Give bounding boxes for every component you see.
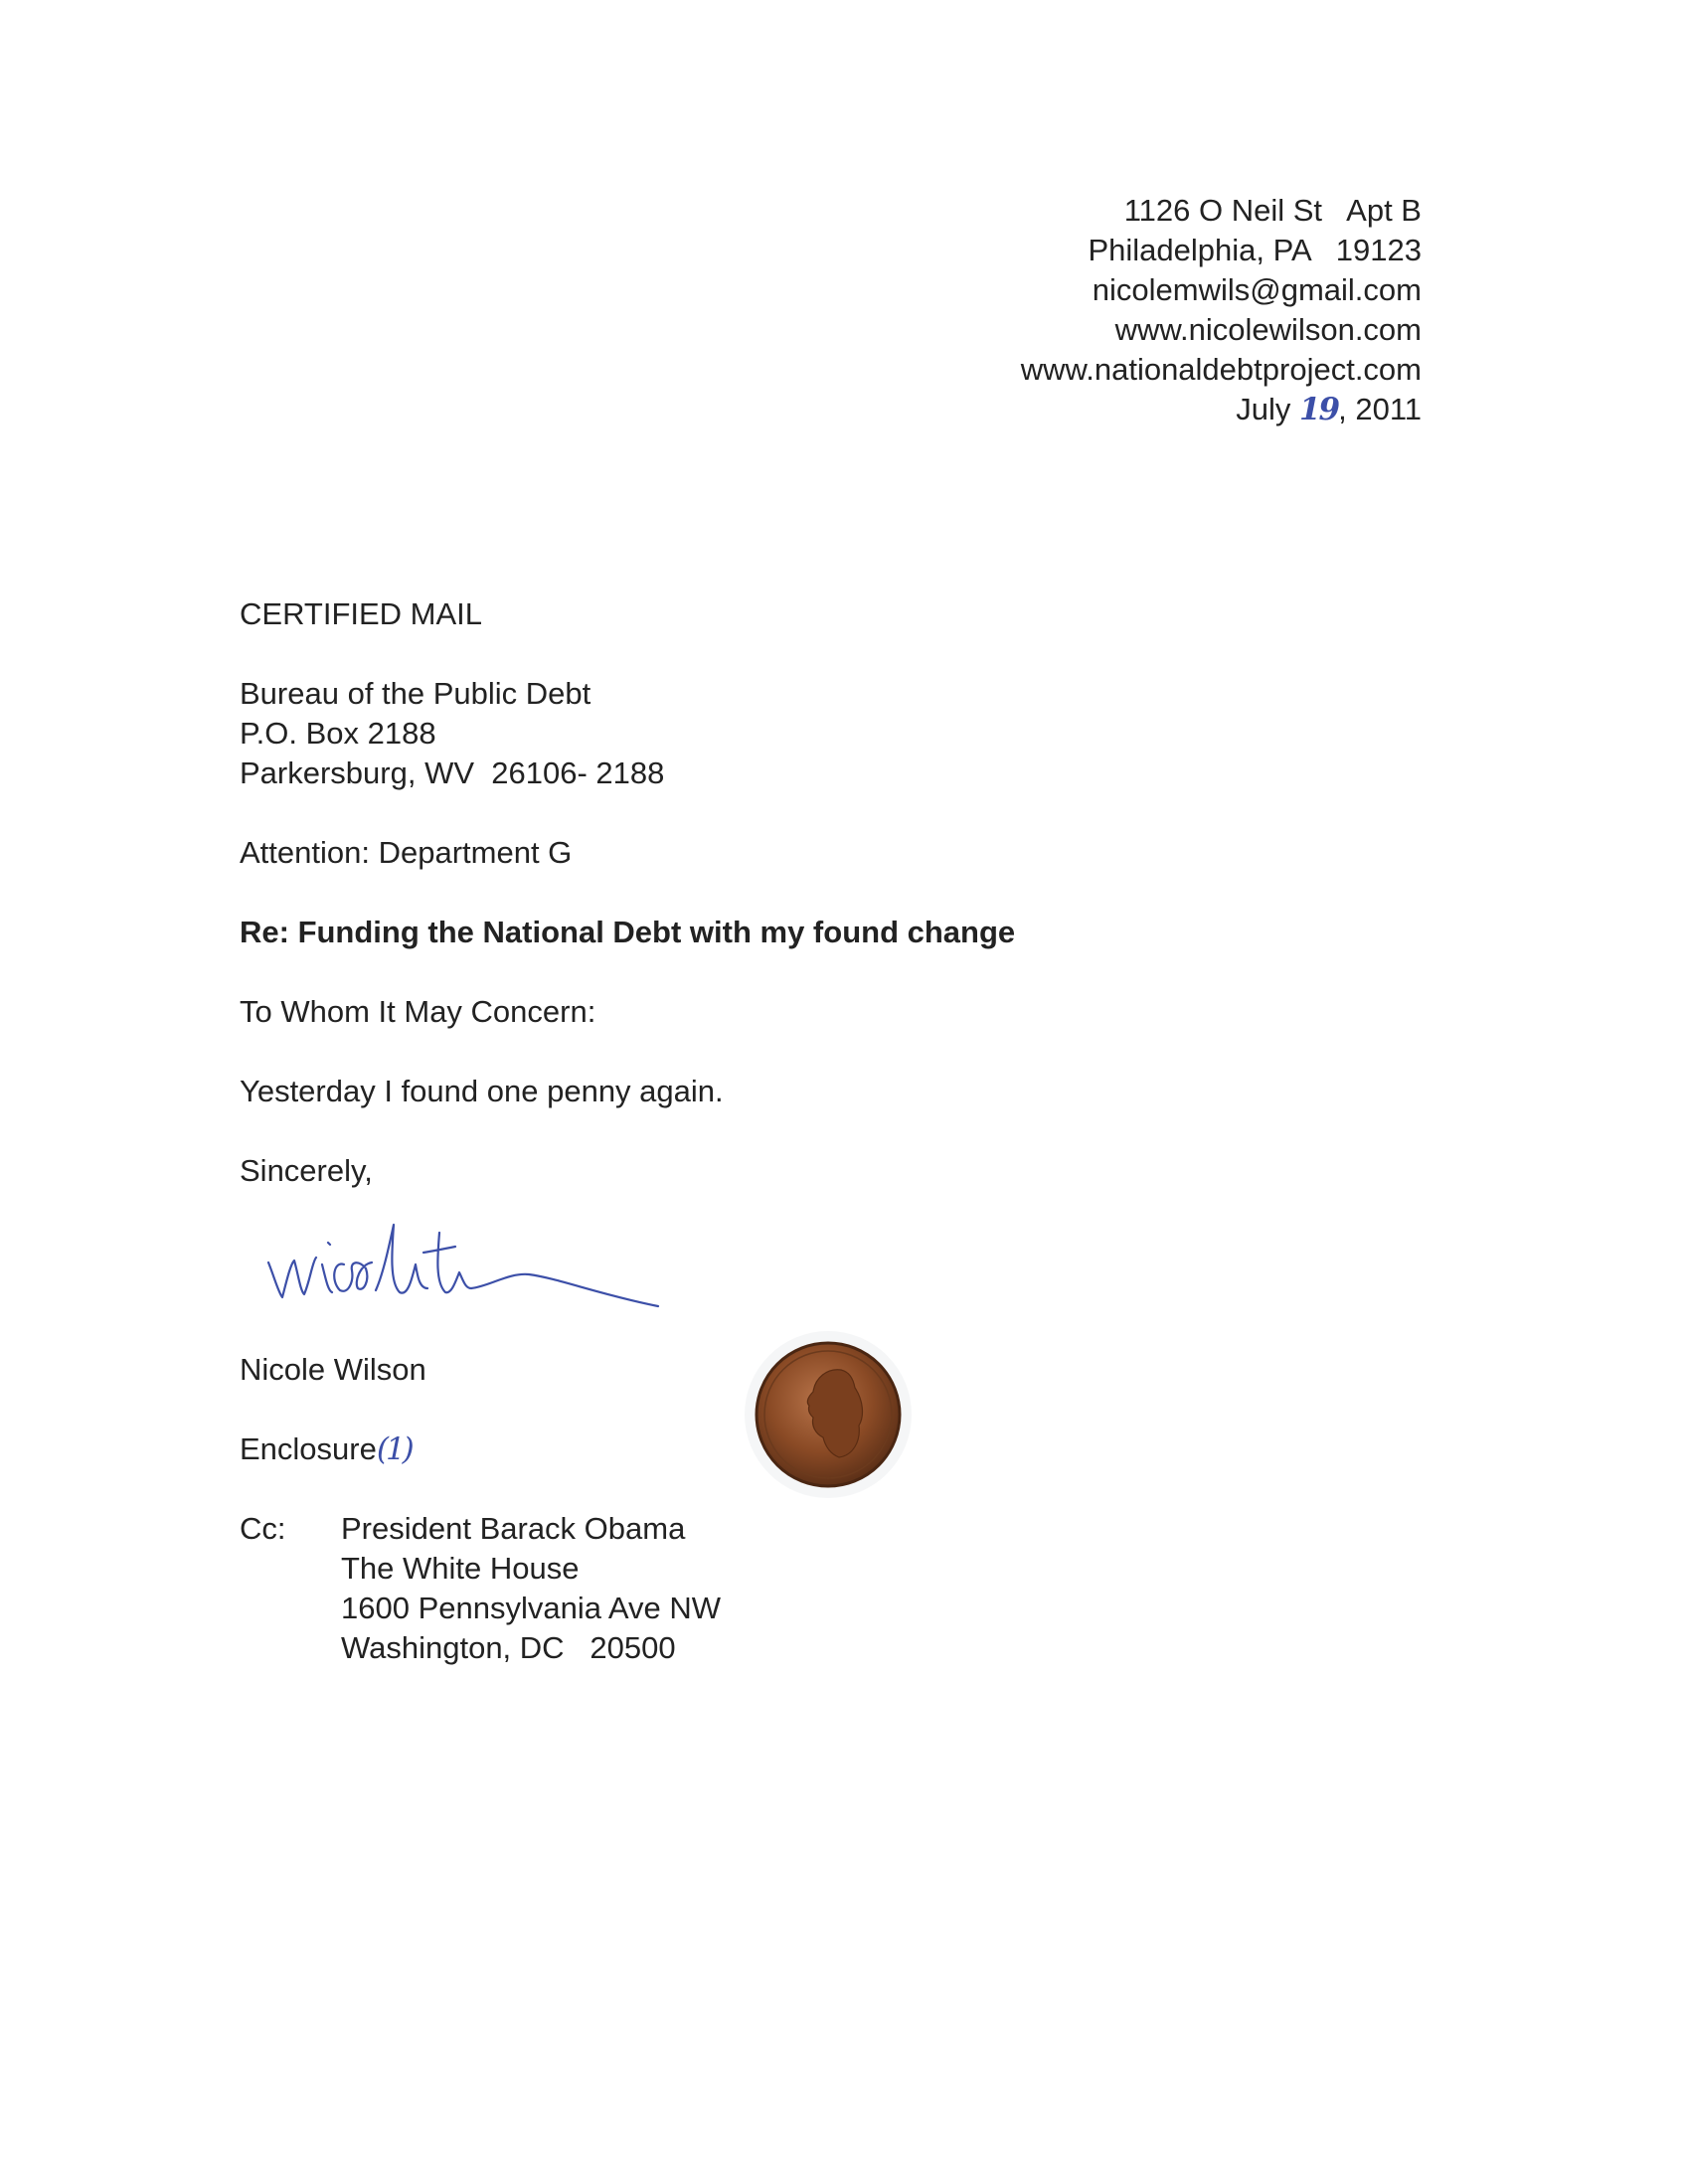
recipient-name: Bureau of the Public Debt xyxy=(240,676,591,711)
sender-street: 1126 O Neil St Apt B xyxy=(1123,193,1422,228)
cc-line: Washington, DC 20500 xyxy=(341,1630,676,1665)
signer-name: Nicole Wilson xyxy=(240,1352,426,1387)
cc-label: Cc: xyxy=(240,1511,286,1546)
date-month: July xyxy=(1236,392,1299,426)
date-day-handwritten: 19 xyxy=(1298,392,1339,427)
cc-line: 1600 Pennsylvania Ave NW xyxy=(341,1591,721,1625)
recipient-city: Parkersburg, WV 26106- 2188 xyxy=(240,756,665,790)
closing: Sincerely, xyxy=(240,1153,373,1188)
sender-city: Philadelphia, PA 19123 xyxy=(1088,233,1422,267)
letter-date xyxy=(1021,390,1422,429)
date-year: , 2011 xyxy=(1338,392,1422,426)
sender-project-website: www.nationaldebtproject.com xyxy=(1020,352,1422,387)
attention-line: Attention: Department G xyxy=(240,835,573,870)
letter-body: Yesterday I found one penny again. xyxy=(240,1074,724,1108)
cc-address-block xyxy=(341,1509,721,1668)
enclosure-count-handwritten: (1) xyxy=(376,1431,412,1467)
sender-email: nicolemwils@gmail.com xyxy=(1092,272,1422,307)
cc-line: The White House xyxy=(341,1551,580,1586)
subject-line: Re: Funding the National Debt with my found change xyxy=(240,915,1016,949)
handwritten-signature xyxy=(260,1203,678,1312)
sender-website: www.nicolewilson.com xyxy=(1114,312,1422,347)
sender-address-block xyxy=(1021,191,1422,429)
cc-line: President Barack Obama xyxy=(341,1511,686,1546)
recipient-address-block xyxy=(240,674,664,793)
certified-mail-label: CERTIFIED MAIL xyxy=(240,596,483,631)
salutation: To Whom It May Concern: xyxy=(240,994,596,1029)
penny-coin-image xyxy=(744,1330,913,1499)
recipient-po-box: P.O. Box 2188 xyxy=(240,716,436,751)
enclosure-label: Enclosure xyxy=(240,1431,377,1466)
enclosure-line xyxy=(240,1429,412,1469)
